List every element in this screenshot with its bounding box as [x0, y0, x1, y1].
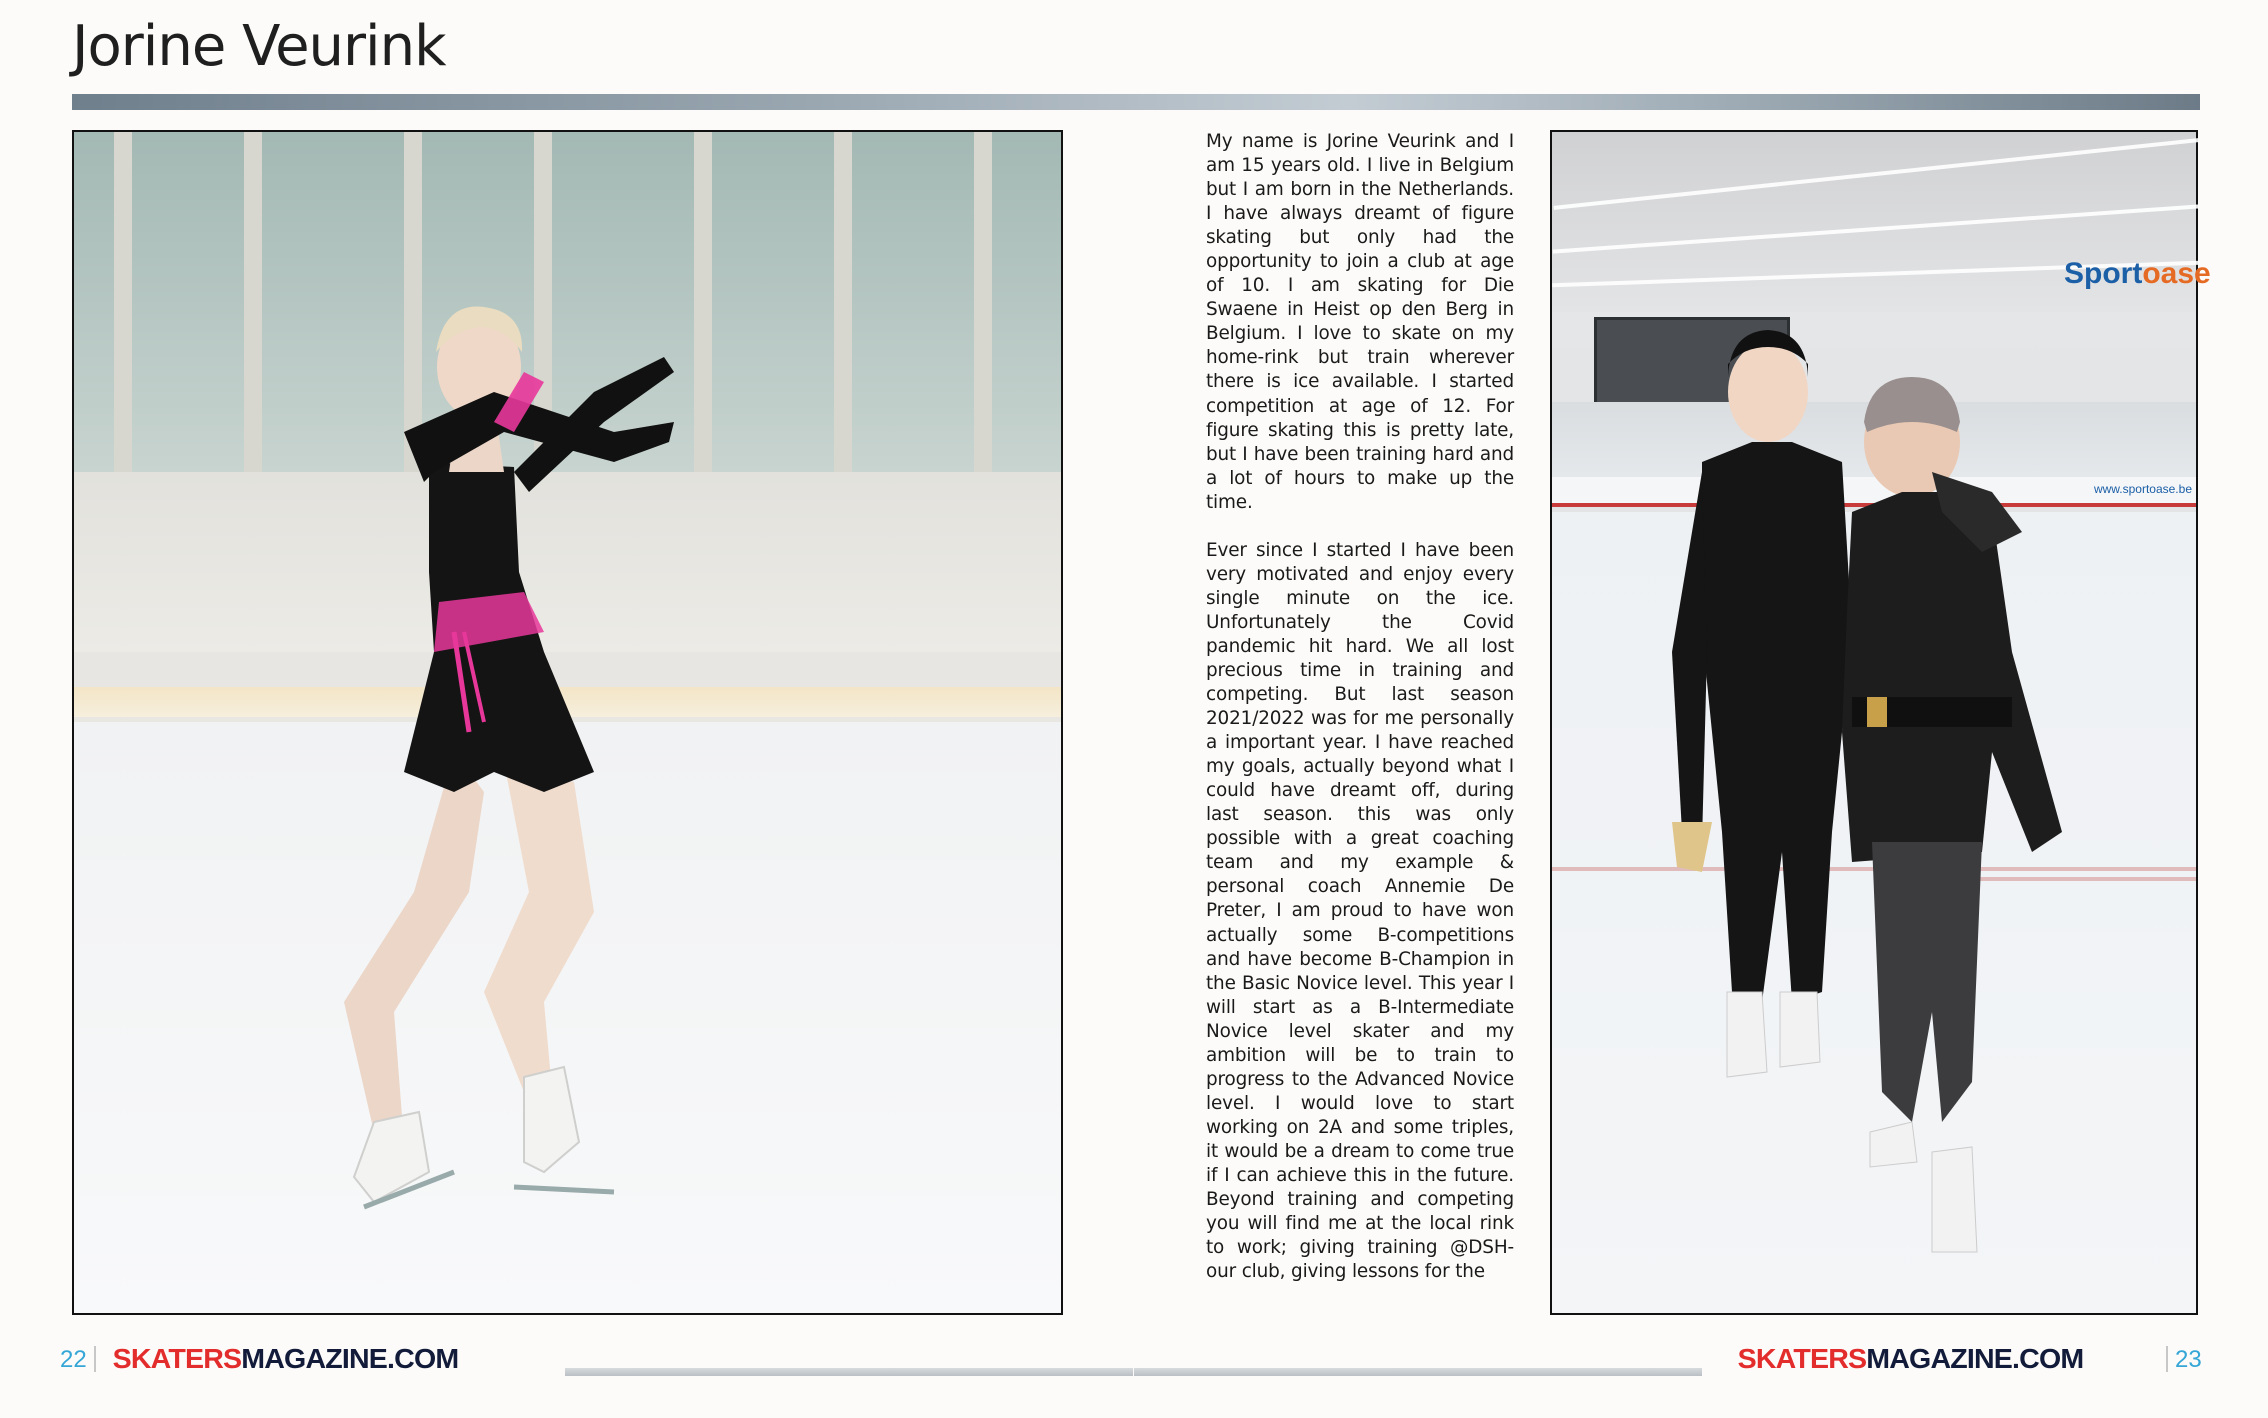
- rink-board-text: www.sportoase.be: [2093, 482, 2192, 496]
- brand-logo-right: SKATERSMAGAZINE.COM: [1737, 1343, 2084, 1374]
- footer-rule-right: [1134, 1368, 1702, 1376]
- rink-logo: Sportoase: [2064, 257, 2211, 290]
- page-number-left: 22: [60, 1346, 87, 1373]
- footer-separator: [2166, 1346, 2168, 1372]
- article-paragraph-2: Ever since I started I have been very motivated and enjoy every single minute on the ice. Unfortunately the Covid pandemic hit hard. We all lost precious time in training and competing. But last season 2021/2022 was for me personally a important year. I have reached my goals, actually beyond what I could have dreamt off, during last season. this was only possible with a great coaching team and my example & personal coach Annemie De Preter, I am proud to have won actually some B-competitions and have become B-Champion in the Basic Novice level. This year I will start as a B-Intermediate Novice level skater and my ambition will be to train to progress to the Advanced Novice level. I would love to start working on 2A and some triples, it would be a dream to come true if I can achieve this in the future. Beyond training and competing you will find me at the local rink to work; giving training @DSH-our club, giving lessons for the: [1206, 539, 1514, 1283]
- article-paragraph-1: My name is Jorine Veurink and I am 15 years old. I live in Belgium but I am born in the Netherlands. I have always dreamt of figure skating but only had the opportunity to join a club at age of 10. I am skating for Die Swaene in Heist op den Berg in Belgium. I love to skate on my home-rink but train wherever there is ice available. I started competition at age of 12. For figure skating this is pretty late, but I have been training hard and a lot of hours to make up the time.: [1206, 131, 1514, 513]
- footer-rule-left: [565, 1368, 1133, 1376]
- brand-logo-left: SKATERSMAGAZINE.COM: [112, 1343, 459, 1374]
- skater-and-coach-photo: [1550, 130, 2211, 1315]
- page-number-right: 23: [2175, 1346, 2202, 1373]
- page-title: Jorine Veurink: [72, 14, 446, 79]
- skater-photo: [72, 130, 1063, 1315]
- title-divider: [72, 94, 2200, 110]
- skater-figure: [74, 132, 1065, 1317]
- footer-separator: [94, 1346, 96, 1372]
- article-body: [1206, 130, 1514, 1308]
- people-figures: [1552, 132, 2200, 1317]
